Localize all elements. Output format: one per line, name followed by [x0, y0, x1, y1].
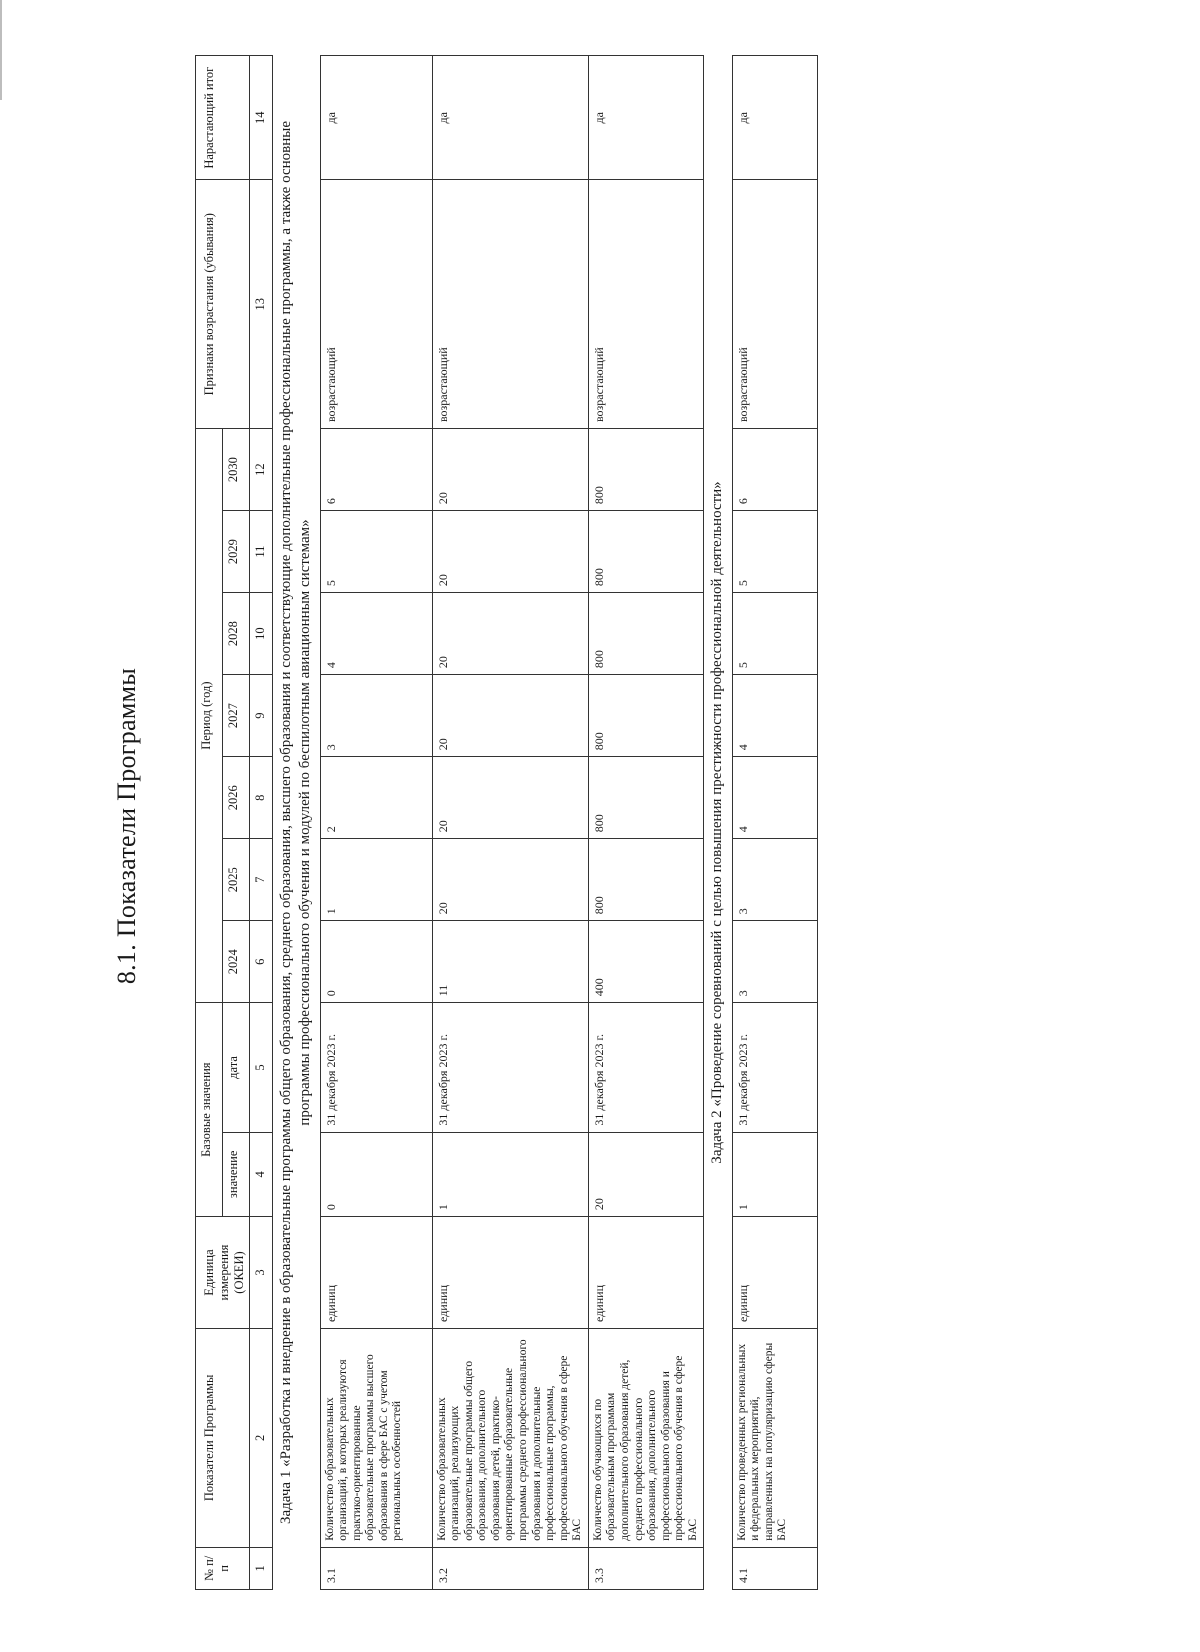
- column-number: 9: [250, 675, 273, 757]
- indicator-name: Количество проведенных региональных и федеральных мероприятий, направленных на популяризацию сферы БАС: [732, 1328, 817, 1547]
- col-base-header: Базовые значения: [196, 1003, 223, 1217]
- trend-cell: возрастающий: [432, 180, 588, 429]
- base-date-cell: [732, 1003, 817, 1132]
- cumulative-cell: да: [320, 56, 432, 180]
- column-number: 10: [250, 593, 273, 675]
- task-title: Задача 2 «Проведение соревнований с целью повышения престижности профессиональной деятельности»: [704, 56, 732, 1590]
- indicator-name: Количество образовательных организаций, реализующих образовательные программы общего образования, дополнительного образования детей, практико-ориентированные образовательные программы среднего профессионального образования и дополнительные профессиональные программы, профессионального обучения в сфере БАС: [432, 1328, 588, 1547]
- year-header: 2029: [223, 511, 250, 593]
- task-row: [273, 56, 320, 1590]
- base-date-cell: [432, 1003, 588, 1132]
- year-value-cell: 2: [320, 757, 432, 839]
- year-value-cell: 20: [432, 675, 588, 757]
- row-number: 3.3: [588, 1547, 704, 1589]
- year-value-cell: 4: [732, 675, 817, 757]
- base-value-cell: 0: [320, 1132, 432, 1217]
- year-header: 2027: [223, 675, 250, 757]
- base-date-text: 31 декабря 2023 г.: [435, 1033, 450, 1126]
- unit-cell: единиц: [320, 1217, 432, 1329]
- base-date-text: 31 декабря 2023 г.: [323, 1033, 338, 1126]
- year-value-cell: 6: [732, 429, 817, 511]
- task-row: [704, 56, 732, 1590]
- table-row: [732, 56, 817, 1590]
- year-header: 2025: [223, 839, 250, 921]
- base-value-cell: 20: [588, 1132, 704, 1217]
- row-number: 4.1: [732, 1547, 817, 1589]
- year-value-cell: 800: [588, 511, 704, 593]
- year-value-cell: 6: [320, 429, 432, 511]
- indicator-name: Количество образовательных организаций, в которых реализуются практико-ориентированные образовательные программы высшего образования в сфере БАС с учетом региональных особенностей: [320, 1328, 432, 1547]
- trend-cell: возрастающий: [320, 180, 432, 429]
- col-base-value-header: значение: [223, 1132, 250, 1217]
- page-title: 8.1. Показатели Программы: [112, 667, 141, 985]
- base-date-cell: [588, 1003, 704, 1132]
- column-number: 12: [250, 429, 273, 511]
- year-value-cell: 0: [320, 921, 432, 1003]
- base-date-cell: [320, 1003, 432, 1132]
- column-number-row: [250, 56, 273, 1590]
- year-value-cell: 4: [732, 757, 817, 839]
- year-value-cell: 20: [432, 839, 588, 921]
- header-row-1: [196, 56, 223, 1590]
- col-trend-header: Признаки возрастания (убывания): [196, 180, 250, 429]
- year-value-cell: 5: [732, 511, 817, 593]
- column-number: 11: [250, 511, 273, 593]
- column-number: 1: [250, 1547, 273, 1589]
- year-value-cell: 400: [588, 921, 704, 1003]
- year-value-cell: 20: [432, 429, 588, 511]
- year-value-cell: 3: [732, 839, 817, 921]
- unit-cell: единиц: [432, 1217, 588, 1329]
- base-date-text: 31 декабря 2023 г.: [735, 1033, 750, 1126]
- task-title: Задача 1 «Разработка и внедрение в образовательные программы общего образования, среднего образования, высшего образования и соответствующие дополнительные профессиональные программы, а также основные программы профессионального обучения и модулей по беспилотным авиационным системам»: [273, 56, 320, 1590]
- unit-cell: единиц: [732, 1217, 817, 1329]
- col-name-header: Показатели Программы: [196, 1328, 250, 1547]
- cumulative-cell: да: [588, 56, 704, 180]
- column-number: 14: [250, 56, 273, 180]
- year-value-cell: 20: [432, 757, 588, 839]
- col-base-date-header: дата: [223, 1003, 250, 1132]
- table-row: [432, 56, 588, 1590]
- cumulative-cell: да: [432, 56, 588, 180]
- table-row: [588, 56, 704, 1590]
- column-number: 5: [250, 1003, 273, 1132]
- year-value-cell: 5: [320, 511, 432, 593]
- year-value-cell: 20: [432, 593, 588, 675]
- col-unit-header: Единица измерения (ОКЕИ): [196, 1217, 250, 1329]
- year-value-cell: 4: [320, 593, 432, 675]
- year-value-cell: 20: [432, 511, 588, 593]
- column-number: 3: [250, 1217, 273, 1329]
- table-row: [320, 56, 432, 1590]
- base-date-text: 31 декабря 2023 г.: [591, 1033, 606, 1126]
- column-number: 4: [250, 1132, 273, 1217]
- year-value-cell: 800: [588, 593, 704, 675]
- column-number: 7: [250, 839, 273, 921]
- year-value-cell: 800: [588, 429, 704, 511]
- base-value-cell: 1: [432, 1132, 588, 1217]
- column-number: 8: [250, 757, 273, 839]
- year-header: 2026: [223, 757, 250, 839]
- trend-cell: возрастающий: [588, 180, 704, 429]
- year-value-cell: 800: [588, 839, 704, 921]
- row-number: 3.1: [320, 1547, 432, 1589]
- year-value-cell: 1: [320, 839, 432, 921]
- year-value-cell: 5: [732, 593, 817, 675]
- col-period-header: Период (год): [196, 429, 223, 1003]
- year-header: 2030: [223, 429, 250, 511]
- row-number: 3.2: [432, 1547, 588, 1589]
- col-cumulative-header: Нарастающий итог: [196, 56, 250, 180]
- year-value-cell: 3: [320, 675, 432, 757]
- column-number: 6: [250, 921, 273, 1003]
- column-number: 13: [250, 180, 273, 429]
- cumulative-cell: да: [732, 56, 817, 180]
- year-value-cell: 11: [432, 921, 588, 1003]
- col-num-header: № п/п: [196, 1547, 250, 1589]
- column-number: 2: [250, 1328, 273, 1547]
- year-value-cell: 800: [588, 675, 704, 757]
- indicators-table: [195, 55, 818, 1590]
- unit-cell: единиц: [588, 1217, 704, 1329]
- indicator-name: Количество обучающихся по образовательным программам дополнительного образования детей, среднего профессионального образования, дополнительного профессионального образования и профессионального обучения в сфере БАС: [588, 1328, 704, 1547]
- base-value-cell: 1: [732, 1132, 817, 1217]
- trend-cell: возрастающий: [732, 180, 817, 429]
- year-value-cell: 3: [732, 921, 817, 1003]
- year-value-cell: 800: [588, 757, 704, 839]
- year-header: 2024: [223, 921, 250, 1003]
- year-header: 2028: [223, 593, 250, 675]
